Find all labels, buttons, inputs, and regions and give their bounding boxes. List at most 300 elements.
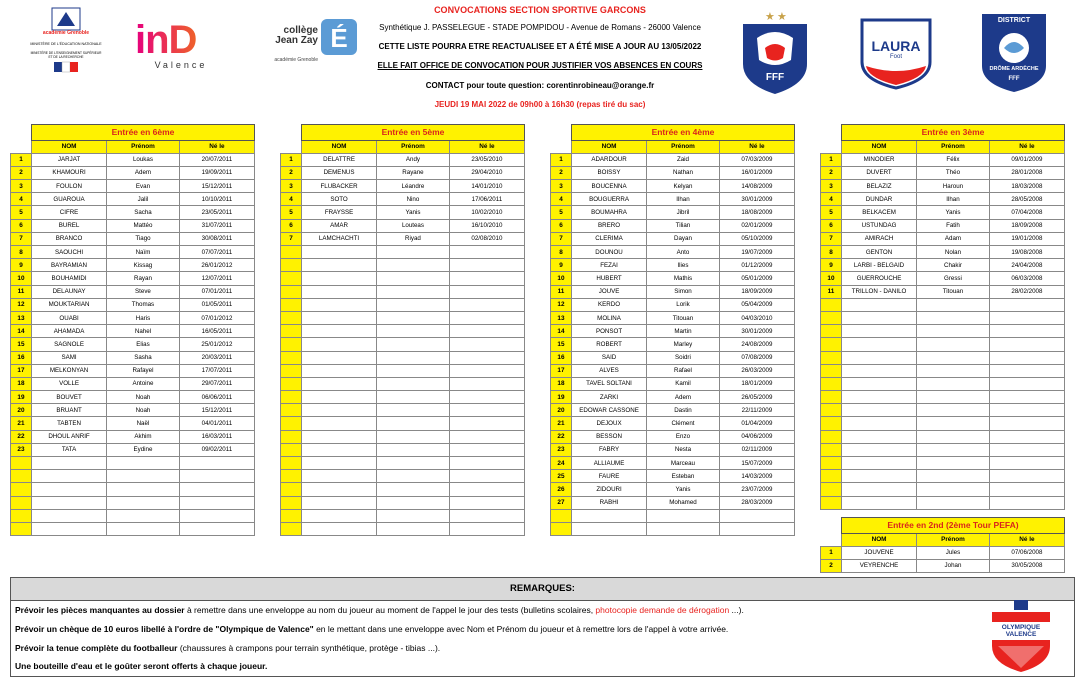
table-row [821,364,1065,377]
row-number: 7 [821,232,842,245]
table-row [551,259,795,272]
table-row [551,351,795,364]
district-top: DISTRICT [997,17,1031,24]
row-number: 21 [11,417,32,430]
player-lastname: MOUKTARIAN [31,298,106,311]
player-lastname: AMAR [301,219,376,232]
player-lastname [841,391,916,404]
player-birthdate: 07/04/2008 [989,206,1064,219]
table-row [11,430,255,443]
row-number: 5 [11,206,32,219]
table-row [821,470,1065,483]
player-firstname: Marceau [647,457,720,470]
player-birthdate: 17/07/2011 [179,364,254,377]
player-birthdate [179,509,254,522]
section-title: Entrée en 4ème [571,125,794,141]
row-number: 19 [551,391,572,404]
player-firstname: Mathis [647,272,720,285]
row-number: 3 [11,180,32,193]
row-number: 11 [821,285,842,298]
row-number [821,391,842,404]
player-lastname [571,509,646,522]
row-number: 5 [281,206,302,219]
player-birthdate [449,496,524,509]
player-firstname: Théo [917,166,990,179]
table-row [821,311,1065,324]
player-lastname [301,338,376,351]
table-row [11,232,255,245]
district-fff: FFF [1008,76,1020,82]
remark-derogation: photocopie demande de dérogation [595,605,730,615]
player-firstname [917,325,990,338]
player-lastname [301,470,376,483]
table-row [11,219,255,232]
player-birthdate: 23/07/2009 [719,483,794,496]
player-birthdate: 19/08/2008 [989,246,1064,259]
table-row [821,351,1065,364]
player-birthdate [449,351,524,364]
table-row [11,325,255,338]
corner-blank [551,141,572,154]
player-firstname [107,483,180,496]
row-number [281,457,302,470]
player-birthdate [719,522,794,535]
player-birthdate [449,377,524,390]
table-row [821,153,1065,166]
player-lastname: FAURE [571,470,646,483]
remark-outfit-text: (chaussures à crampons pour terrain synthétique, protège - tibias ...). [177,643,441,653]
row-number [281,285,302,298]
table-row [821,285,1065,298]
corner-blank [821,125,842,141]
player-firstname [917,391,990,404]
player-firstname: Adem [107,166,180,179]
player-firstname [917,351,990,364]
col-header-ne-le: Né le [449,141,524,154]
table-row [281,509,525,522]
row-number [11,483,32,496]
row-number: 9 [821,259,842,272]
player-lastname [301,351,376,364]
table-row [821,206,1065,219]
player-lastname: BAYRAMIAN [31,259,106,272]
player-birthdate: 05/04/2009 [719,298,794,311]
table-6eme [10,124,255,536]
table-row [551,377,795,390]
row-number [281,522,302,535]
player-birthdate [449,364,524,377]
remark-cheque-text: en le mettant dans une enveloppe avec Nom et Prénom du joueur et à remettre lors de l'appel à votre arrivée. [313,624,729,634]
table-row [551,522,795,535]
player-firstname [917,377,990,390]
player-lastname: SAOUCHI [31,246,106,259]
player-lastname [301,246,376,259]
player-firstname: Yanis [377,206,450,219]
player-firstname [917,417,990,430]
player-firstname: Haris [107,311,180,324]
player-firstname: Clément [647,417,720,430]
player-birthdate: 17/06/2011 [449,193,524,206]
player-birthdate [989,298,1064,311]
player-lastname: TATA [31,443,106,456]
player-lastname: ALLIAUME [571,457,646,470]
player-firstname: Titouan [917,285,990,298]
college-sub: académie Grenoble [274,57,318,63]
player-firstname: Enzo [647,430,720,443]
player-lastname [301,364,376,377]
table-row [551,364,795,377]
player-firstname: Titouan [647,311,720,324]
player-firstname: Elias [107,338,180,351]
row-number [11,457,32,470]
player-lastname: TAVEL SOLTANI [571,377,646,390]
row-number [281,338,302,351]
player-birthdate: 07/01/2011 [179,285,254,298]
player-lastname: BOUHAMIDI [31,272,106,285]
player-firstname [917,338,990,351]
player-lastname: VEYRENCHE [841,559,916,572]
player-lastname: BELAZIZ [841,180,916,193]
player-birthdate [989,364,1064,377]
row-number [281,272,302,285]
player-lastname [841,404,916,417]
player-firstname: Andy [377,153,450,166]
player-firstname [377,298,450,311]
player-lastname: BOUCENNA [571,180,646,193]
table-row [11,483,255,496]
row-number [821,377,842,390]
player-birthdate: 20/03/2011 [179,351,254,364]
row-number: 5 [821,206,842,219]
player-firstname [107,509,180,522]
district-bottom: DRÔME ARDÈCHE [989,66,1039,72]
player-firstname: Sasha [107,351,180,364]
table-row [821,404,1065,417]
player-lastname: FRAYSSE [301,206,376,219]
player-birthdate: 28/05/2008 [989,193,1064,206]
player-birthdate: 26/05/2009 [719,391,794,404]
player-birthdate [989,430,1064,443]
player-lastname: EDOWAR CASSONE [571,404,646,417]
player-birthdate [179,483,254,496]
row-number: 7 [551,232,572,245]
player-firstname [917,483,990,496]
player-birthdate: 02/08/2010 [449,232,524,245]
svg-text:É: É [330,23,348,53]
player-lastname: SAID [571,351,646,364]
row-number: 18 [551,377,572,390]
remark-snack [15,661,267,671]
player-birthdate [449,325,524,338]
row-number [821,325,842,338]
player-birthdate: 05/01/2009 [719,272,794,285]
row-number: 24 [551,457,572,470]
table-row [281,246,525,259]
table-row [281,338,525,351]
laura-foot-logo [858,16,934,90]
row-number: 16 [551,351,572,364]
player-firstname: Yanis [647,483,720,496]
player-birthdate: 23/05/2011 [179,206,254,219]
player-firstname: Nino [377,193,450,206]
table-row [551,246,795,259]
table-row [821,219,1065,232]
player-lastname: FOULON [31,180,106,193]
table-row [551,417,795,430]
player-lastname: BOUGUERRA [571,193,646,206]
row-number: 2 [551,166,572,179]
player-lastname: USTUNDAG [841,219,916,232]
row-number: 8 [11,246,32,259]
row-number: 20 [11,404,32,417]
player-firstname [377,338,450,351]
col-header-ne-le: Né le [989,141,1064,154]
player-lastname: ZIDOURI [571,483,646,496]
player-firstname: Noah [107,391,180,404]
ministere-label-1: MINISTÈRE DE L'ÉDUCATION NATIONALE [30,42,102,46]
corner-blank [11,125,32,141]
table-row [821,391,1065,404]
player-birthdate [989,443,1064,456]
player-birthdate [449,404,524,417]
player-lastname: SAGNOLE [31,338,106,351]
row-number [281,377,302,390]
player-lastname: DUNDAR [841,193,916,206]
player-lastname: DELAUNAY [31,285,106,298]
player-birthdate [449,391,524,404]
player-firstname [107,470,180,483]
remarks-box [10,577,1075,677]
player-birthdate: 07/06/2008 [989,546,1064,559]
section-title: Entrée en 6ème [31,125,254,141]
player-firstname: Martin [647,325,720,338]
player-firstname [377,404,450,417]
player-lastname [841,364,916,377]
player-birthdate [989,311,1064,324]
player-firstname [377,377,450,390]
player-birthdate: 06/06/2011 [179,391,254,404]
col-header-nom: NOM [841,534,916,547]
table-row [551,338,795,351]
table-row [11,364,255,377]
player-firstname: Mohamed [647,496,720,509]
player-birthdate: 07/01/2012 [179,311,254,324]
player-firstname [377,351,450,364]
table-row [11,338,255,351]
player-birthdate: 05/10/2009 [719,232,794,245]
table-row [281,259,525,272]
row-number: 6 [281,219,302,232]
academie-label: académie Grenoble [42,30,90,36]
player-lastname [841,417,916,430]
player-lastname [301,325,376,338]
row-number [281,430,302,443]
player-birthdate: 28/03/2009 [719,496,794,509]
table-row [551,232,795,245]
player-lastname: BELKACEM [841,206,916,219]
row-number [281,496,302,509]
player-birthdate [449,430,524,443]
table-row [11,246,255,259]
player-firstname: Thomas [107,298,180,311]
table-row [281,219,525,232]
player-birthdate [449,522,524,535]
player-birthdate: 24/08/2009 [719,338,794,351]
remark-documents-text: à remettre dans une enveloppe au nom du joueur au moment de l'appel le jour des tests (bulletins scolaires, [184,605,596,615]
player-firstname: Kelyan [647,180,720,193]
col-header-prenom: Prénom [647,141,720,154]
table-row [551,219,795,232]
player-firstname: Louteas [377,219,450,232]
row-number: 2 [281,166,302,179]
table-row [821,417,1065,430]
ind-mark: inD [135,20,227,60]
remarks-title: REMARQUES: [11,578,1074,601]
col-header-ne-le: Né le [179,141,254,154]
table-row [821,298,1065,311]
table-row [551,311,795,324]
player-firstname [377,285,450,298]
row-number: 3 [821,180,842,193]
player-birthdate: 10/10/2011 [179,193,254,206]
player-firstname: Noah [107,404,180,417]
academie-logo [30,6,102,80]
row-number: 15 [551,338,572,351]
row-number: 13 [11,311,32,324]
row-number [551,522,572,535]
table-row [281,285,525,298]
player-firstname: Riyad [377,232,450,245]
player-lastname [301,404,376,417]
player-birthdate [989,325,1064,338]
col-header-prenom: Prénom [377,141,450,154]
player-lastname [841,443,916,456]
row-number: 22 [551,430,572,443]
player-firstname: Lorik [647,298,720,311]
table-row [281,166,525,179]
row-number: 10 [551,272,572,285]
row-number [551,509,572,522]
table-row [281,470,525,483]
player-birthdate: 16/03/2011 [179,430,254,443]
player-firstname: Anto [647,246,720,259]
player-birthdate: 04/01/2011 [179,417,254,430]
table-row [821,325,1065,338]
player-lastname [841,457,916,470]
player-birthdate [719,509,794,522]
table-4eme [550,124,795,536]
player-lastname [31,509,106,522]
player-birthdate [989,404,1064,417]
player-firstname [917,457,990,470]
row-number: 27 [551,496,572,509]
table-row [11,417,255,430]
player-birthdate: 30/01/2009 [719,193,794,206]
player-birthdate [449,259,524,272]
table-3eme [820,124,1065,510]
player-birthdate: 18/08/2009 [719,206,794,219]
player-birthdate [989,483,1064,496]
table-row [551,180,795,193]
player-lastname: TABTEN [31,417,106,430]
player-firstname [917,496,990,509]
row-number: 17 [11,364,32,377]
row-number: 3 [551,180,572,193]
player-lastname: SOTO [301,193,376,206]
player-lastname [841,483,916,496]
player-birthdate: 19/07/2009 [719,246,794,259]
player-firstname [377,509,450,522]
corner-blank [281,125,302,141]
player-lastname: DEMENUS [301,166,376,179]
row-number: 9 [11,259,32,272]
table-row [551,430,795,443]
player-lastname: CLERIMA [571,232,646,245]
player-firstname: Adam [917,232,990,245]
player-lastname: AHAMADA [31,325,106,338]
row-number: 9 [551,259,572,272]
table-row [821,246,1065,259]
section-title: Entrée en 2nd (2ème Tour PEFA) [841,518,1064,534]
player-birthdate: 12/07/2011 [179,272,254,285]
player-birthdate: 19/01/2008 [989,232,1064,245]
player-lastname [841,298,916,311]
player-birthdate [449,298,524,311]
table-row [821,232,1065,245]
venue-address: Synthétique J. PASSELEGUE - STADE POMPIDOU - Avenue de Romans - 26000 Valence [379,23,701,32]
row-number: 14 [11,325,32,338]
row-number: 10 [821,272,842,285]
row-number [821,404,842,417]
table-row [821,443,1065,456]
player-birthdate: 15/12/2011 [179,404,254,417]
table-row [11,470,255,483]
row-number: 16 [11,351,32,364]
row-number: 8 [551,246,572,259]
player-lastname: BOUMAHRA [571,206,646,219]
row-number: 4 [11,193,32,206]
row-number [821,338,842,351]
row-number: 19 [11,391,32,404]
player-lastname [301,509,376,522]
player-birthdate: 14/01/2010 [449,180,524,193]
player-lastname: ROBERT [571,338,646,351]
table-5eme [280,124,525,536]
player-firstname [377,483,450,496]
player-lastname [301,443,376,456]
player-firstname: Naël [107,417,180,430]
player-lastname [841,311,916,324]
row-number [821,417,842,430]
svg-text:★: ★ [765,11,775,23]
player-birthdate: 18/03/2008 [989,180,1064,193]
row-number [821,311,842,324]
player-firstname: Simon [647,285,720,298]
player-lastname: MINODIER [841,153,916,166]
col-header-nom: NOM [571,141,646,154]
player-lastname [301,259,376,272]
table-row [281,364,525,377]
player-firstname: Naïm [107,246,180,259]
olympique-text: OLYMPIQUE VALENCE [1001,624,1041,638]
player-firstname: Ilhan [647,193,720,206]
row-number: 15 [11,338,32,351]
row-number: 8 [821,246,842,259]
olympique-valence-logo [988,598,1054,674]
player-birthdate [449,443,524,456]
player-birthdate: 28/02/2008 [989,285,1064,298]
player-lastname: SAMI [31,351,106,364]
